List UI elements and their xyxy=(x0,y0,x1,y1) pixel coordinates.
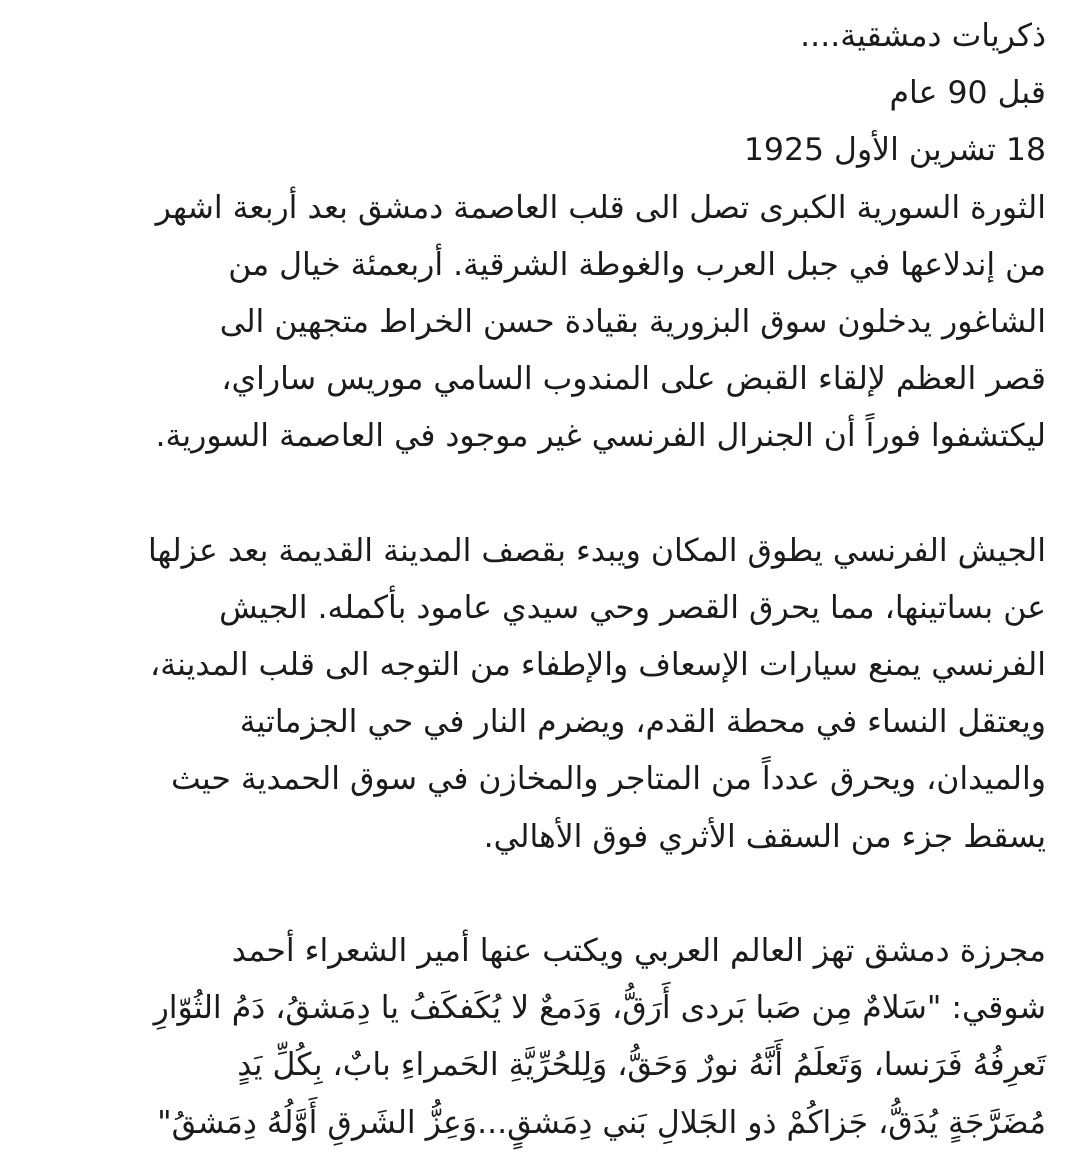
text-line: والميدان، ويحرق عدداً من المتاجر والمخازن في سوق الحمدية حيث xyxy=(170,761,1046,798)
paragraph-1 xyxy=(34,180,1046,466)
text-line: مُضَرَّجَةٍ يُدَقُّ، جَزاكُمْ ذو الجَلالِ بَني دِمَشقٍ...وَعِزُّ الشَرقِ أَوَّلُهُ دِمَشقُ" xyxy=(157,1104,1046,1141)
text-line: ليكتشفوا فوراً أن الجنرال الفرنسي غير موجود في العاصمة السورية. xyxy=(155,418,1046,455)
paragraph-3 xyxy=(34,923,1046,1152)
paragraph-gap xyxy=(34,866,1046,923)
post-date: 18 تشرين الأول 1925 xyxy=(743,132,1046,169)
text-line: الفرنسي يمنع سيارات الإسعاف والإطفاء من التوجه الى قلب المدينة، xyxy=(150,647,1046,684)
paragraph-2 xyxy=(34,523,1046,866)
text-line: ويعتقل النساء في محطة القدم، ويضرم النار في حي الجزماتية xyxy=(239,704,1046,741)
text-line: الثورة السورية الكبرى تصل الى قلب العاصمة دمشق بعد أربعة اشهر xyxy=(155,189,1046,226)
text-line: تَعرِفُهُ فَرَنسا، وَتَعلَمُ أَنَّهُ نورٌ وَحَقُّ، وَلِلحُرِّيَّةِ الحَمراءِ بابٌ، بِكُلِّ يَدٍ xyxy=(237,1047,1046,1084)
post-subtitle: قبل 90 عام xyxy=(889,75,1046,112)
post-text xyxy=(34,8,1046,1152)
text-line: شوقي: "سَلامٌ مِن صَبا بَردى أَرَقُّ، وَدَمعٌ لا يُكَفكَفُ يا دِمَشقُ، دَمُ الثُوّارِ xyxy=(153,990,1046,1027)
text-line: قصر العظم لإلقاء القبض على المندوب السامي موريس ساراي، xyxy=(221,361,1046,398)
text-line: من إندلاعها في جبل العرب والغوطة الشرقية. أربعمئة خيال من xyxy=(228,246,1046,283)
text-line: مجرزة دمشق تهز العالم العربي ويكتب عنها أمير الشعراء أحمد xyxy=(231,933,1046,969)
text-line: يسقط جزء من السقف الأثري فوق الأهالي. xyxy=(483,818,1046,855)
text-line: الجيش الفرنسي يطوق المكان ويبدء بقصف المدينة القديمة بعد عزلها xyxy=(147,532,1046,569)
post-title: ذكريات دمشقية.... xyxy=(800,18,1046,54)
paragraph-gap xyxy=(34,466,1046,523)
text-line: الشاغور يدخلون سوق البزورية بقيادة حسن الخراط متجهين الى xyxy=(219,303,1046,340)
text-line: عن بساتينها، مما يحرق القصر وحي سيدي عامود بأكمله. الجيش xyxy=(219,589,1046,626)
